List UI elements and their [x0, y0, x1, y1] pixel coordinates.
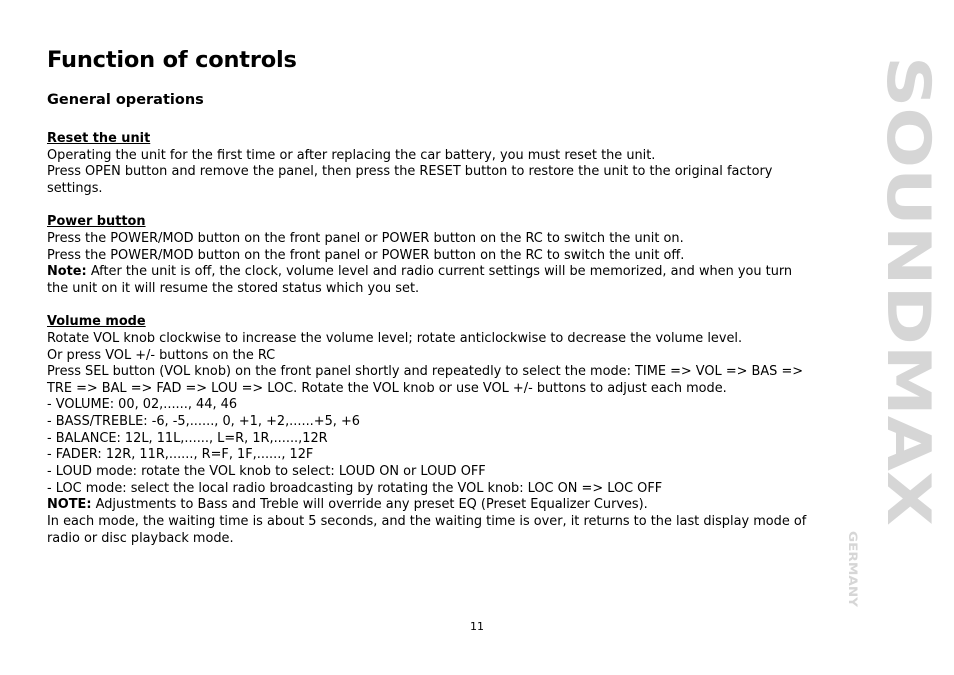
section-title: General operations — [47, 92, 204, 108]
volume-text-2: Or press VOL +/- buttons on the RC — [47, 347, 276, 363]
brand-logo-text: SOUNDMAX — [873, 56, 943, 452]
volume-text-1: Rotate VOL knob clockwise to increase the volume level; rotate anticlockwise to decrease the volume level. — [47, 330, 743, 346]
brand-logo — [820, 48, 943, 618]
page-title: Function of controls — [47, 47, 297, 73]
brand-tagline-text: GERMANY — [846, 531, 860, 596]
power-text-1: Press the POWER/MOD button on the front panel or POWER button on the RC to switch the unit on. — [47, 230, 684, 246]
reset-text-2: Press OPEN button and remove the panel, then press the RESET button to restore the unit to the original factory settings. — [47, 164, 773, 196]
list-item: - FADER: 12R, 11R,......, R=F, 1F,......, 12F — [47, 447, 314, 463]
volume-text-3: Press SEL button (VOL knob) on the front panel shortly and repeatedly to select the mode: TIME => VOL => BAS => TRE => BAL => FAD => LOU => LOC. Rotate the VOL knob or use VOL +/- buttons to adjust each mode. — [47, 364, 804, 396]
note-label: Note: — [47, 264, 87, 280]
page-number: 11 — [470, 620, 484, 633]
list-item: - BALANCE: 12L, 11L,......, L=R, 1R,......,12R — [47, 430, 328, 446]
reset-section — [47, 131, 812, 198]
power-text-2: Press the POWER/MOD button on the front panel or POWER button on the RC to switch the unit off. — [47, 247, 685, 263]
document-body — [47, 131, 812, 564]
reset-text-1: Operating the unit for the first time or after replacing the car battery, you must reset the unit. — [47, 147, 656, 163]
volume-note — [47, 497, 812, 514]
note-label: NOTE: — [47, 497, 92, 513]
note-text: After the unit is off, the clock, volume level and radio current settings will be memorized, and when you turn the unit on it will resume the stored status which you set. — [47, 264, 793, 296]
list-item: - LOC mode: select the local radio broadcasting by rotating the VOL knob: LOC ON => LOC OFF — [47, 480, 663, 496]
power-heading: Power button — [47, 214, 146, 230]
list-item: - VOLUME: 00, 02,......, 44, 46 — [47, 397, 238, 413]
power-section — [47, 214, 812, 297]
list-item: - BASS/TREBLE: -6, -5,......, 0, +1, +2,......+5, +6 — [47, 414, 360, 430]
power-note — [47, 264, 812, 297]
volume-final-text: In each mode, the waiting time is about 5 seconds, and the waiting time is over, it returns to the last display mode of radio or disc playback mode. — [47, 514, 807, 546]
volume-section — [47, 314, 812, 547]
list-item: - LOUD mode: rotate the VOL knob to select: LOUD ON or LOUD OFF — [47, 464, 486, 480]
volume-heading: Volume mode — [47, 314, 146, 330]
note-text: Adjustments to Bass and Treble will override any preset EQ (Preset Equalizer Curves). — [91, 497, 648, 513]
reset-heading: Reset the unit — [47, 131, 151, 146]
